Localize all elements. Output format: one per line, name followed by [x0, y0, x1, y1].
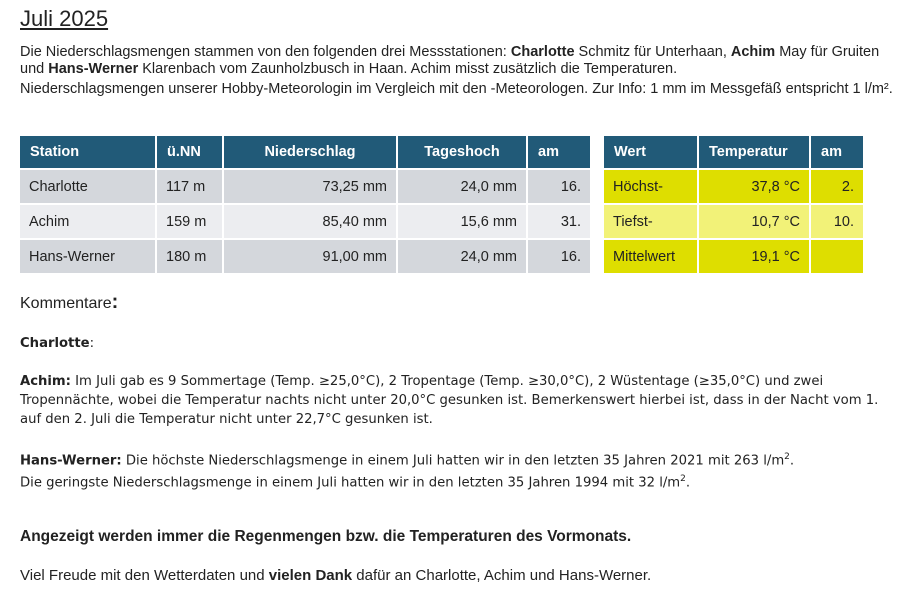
col-header-unn: ü.NN	[157, 136, 222, 168]
cell-wert: Mittelwert	[604, 240, 697, 273]
cell-niederschlag: 91,00 mm	[224, 240, 396, 273]
comments-heading: Kommentare:	[20, 291, 119, 313]
col-header-station: Station	[20, 136, 155, 168]
col-header-wert: Wert	[604, 136, 697, 168]
footer-thanks: Viel Freude mit den Wetterdaten und vielen Dank dafür an Charlotte, Achim und Hans-Werner.	[20, 567, 652, 584]
stations-table	[18, 134, 592, 275]
table-row	[20, 240, 590, 273]
cell-niederschlag: 73,25 mm	[224, 170, 396, 203]
cell-station: Hans-Werner	[20, 240, 155, 273]
stations-table-header	[20, 136, 590, 168]
intro-text	[20, 44, 900, 101]
col-header-am: am	[528, 136, 590, 168]
col-header-temperatur: Temperatur	[699, 136, 809, 168]
table-row	[20, 170, 590, 203]
table-row	[604, 240, 863, 273]
cell-am: 10.	[811, 205, 863, 238]
footer-note: Angezeigt werden immer die Regenmengen bzw. die Temperaturen des Vormonats.	[20, 528, 632, 545]
cell-tageshoch: 15,6 mm	[398, 205, 526, 238]
table-row	[604, 205, 863, 238]
comment-charlotte: Charlotte:	[20, 336, 95, 351]
cell-unn: 180 m	[157, 240, 222, 273]
cell-tageshoch: 24,0 mm	[398, 170, 526, 203]
col-header-niederschlag: Niederschlag	[224, 136, 396, 168]
cell-temperatur: 37,8 °C	[699, 170, 809, 203]
station-name-hans-werner: Hans-Werner	[48, 61, 139, 77]
station-name-charlotte: Charlotte	[510, 44, 575, 60]
comment-hans-werner-line-2: Die geringste Niederschlagsmenge in einem Juli hatten wir in den letzten 35 Jahren 1994 mit 32 $l/m^2$.	[20, 474, 691, 491]
cell-unn: 117 m	[157, 170, 222, 203]
comment-hans-werner	[20, 448, 890, 493]
page-title: Juli 2025	[20, 6, 109, 31]
cell-am: 16.	[528, 170, 590, 203]
cell-am: 2.	[811, 170, 863, 203]
col-header-am: am	[811, 136, 863, 168]
cell-unn: 159 m	[157, 205, 222, 238]
cell-wert: Tiefst-	[604, 205, 697, 238]
cell-station: Achim	[20, 205, 155, 238]
temperature-table	[602, 134, 865, 275]
table-row	[20, 205, 590, 238]
intro-paragraph-1: Die Niederschlagsmengen stammen von den folgenden drei Messstationen: Charlotte Schmitz für Unterhaan, Achim May für Gruiten und Hans-Werner Klarenbach vom Zaunholzbusch in Haan. Achim misst zusätzlich die Temperaturen.	[20, 44, 880, 77]
cell-am: 31.	[528, 205, 590, 238]
col-header-tageshoch: Tageshoch	[398, 136, 526, 168]
station-name-achim: Achim	[730, 44, 776, 60]
comment-achim: Achim: Im Juli gab es 9 Sommertage (Temp. ≥25,0°C), 2 Tropentage (Temp. ≥30,0°C), 2 Wüstentage (≥35,0°C) und zwei Tropennächte, wobei die Temperatur nachts nicht unter 20,0°C gesunken ist. Bemerkenswert hierbei ist, dass in der Nacht vom 1. auf den 2. Juli die Temperatur nicht unter 22,7°C gesunken ist.	[20, 374, 879, 427]
table-row	[604, 170, 863, 203]
cell-am	[811, 240, 863, 273]
comment-hans-werner-line-1: Hans-Werner: Die höchste Niederschlagsmenge in einem Juli hatten wir in den letzten 35 Jahren 2021 mit 263 $l/m^2$.	[20, 452, 795, 469]
cell-tageshoch: 24,0 mm	[398, 240, 526, 273]
cell-station: Charlotte	[20, 170, 155, 203]
cell-am: 16.	[528, 240, 590, 273]
cell-temperatur: 19,1 °C	[699, 240, 809, 273]
cell-niederschlag: 85,40 mm	[224, 205, 396, 238]
temperature-table-header	[604, 136, 863, 168]
cell-temperatur: 10,7 °C	[699, 205, 809, 238]
cell-wert: Höchst-	[604, 170, 697, 203]
intro-paragraph-2: Niederschlagsmengen unserer Hobby-Meteorologin im Vergleich mit den -Meteorologen. Zur Info: 1 mm im Messgefäß entspricht 1 l/m².	[20, 81, 893, 97]
